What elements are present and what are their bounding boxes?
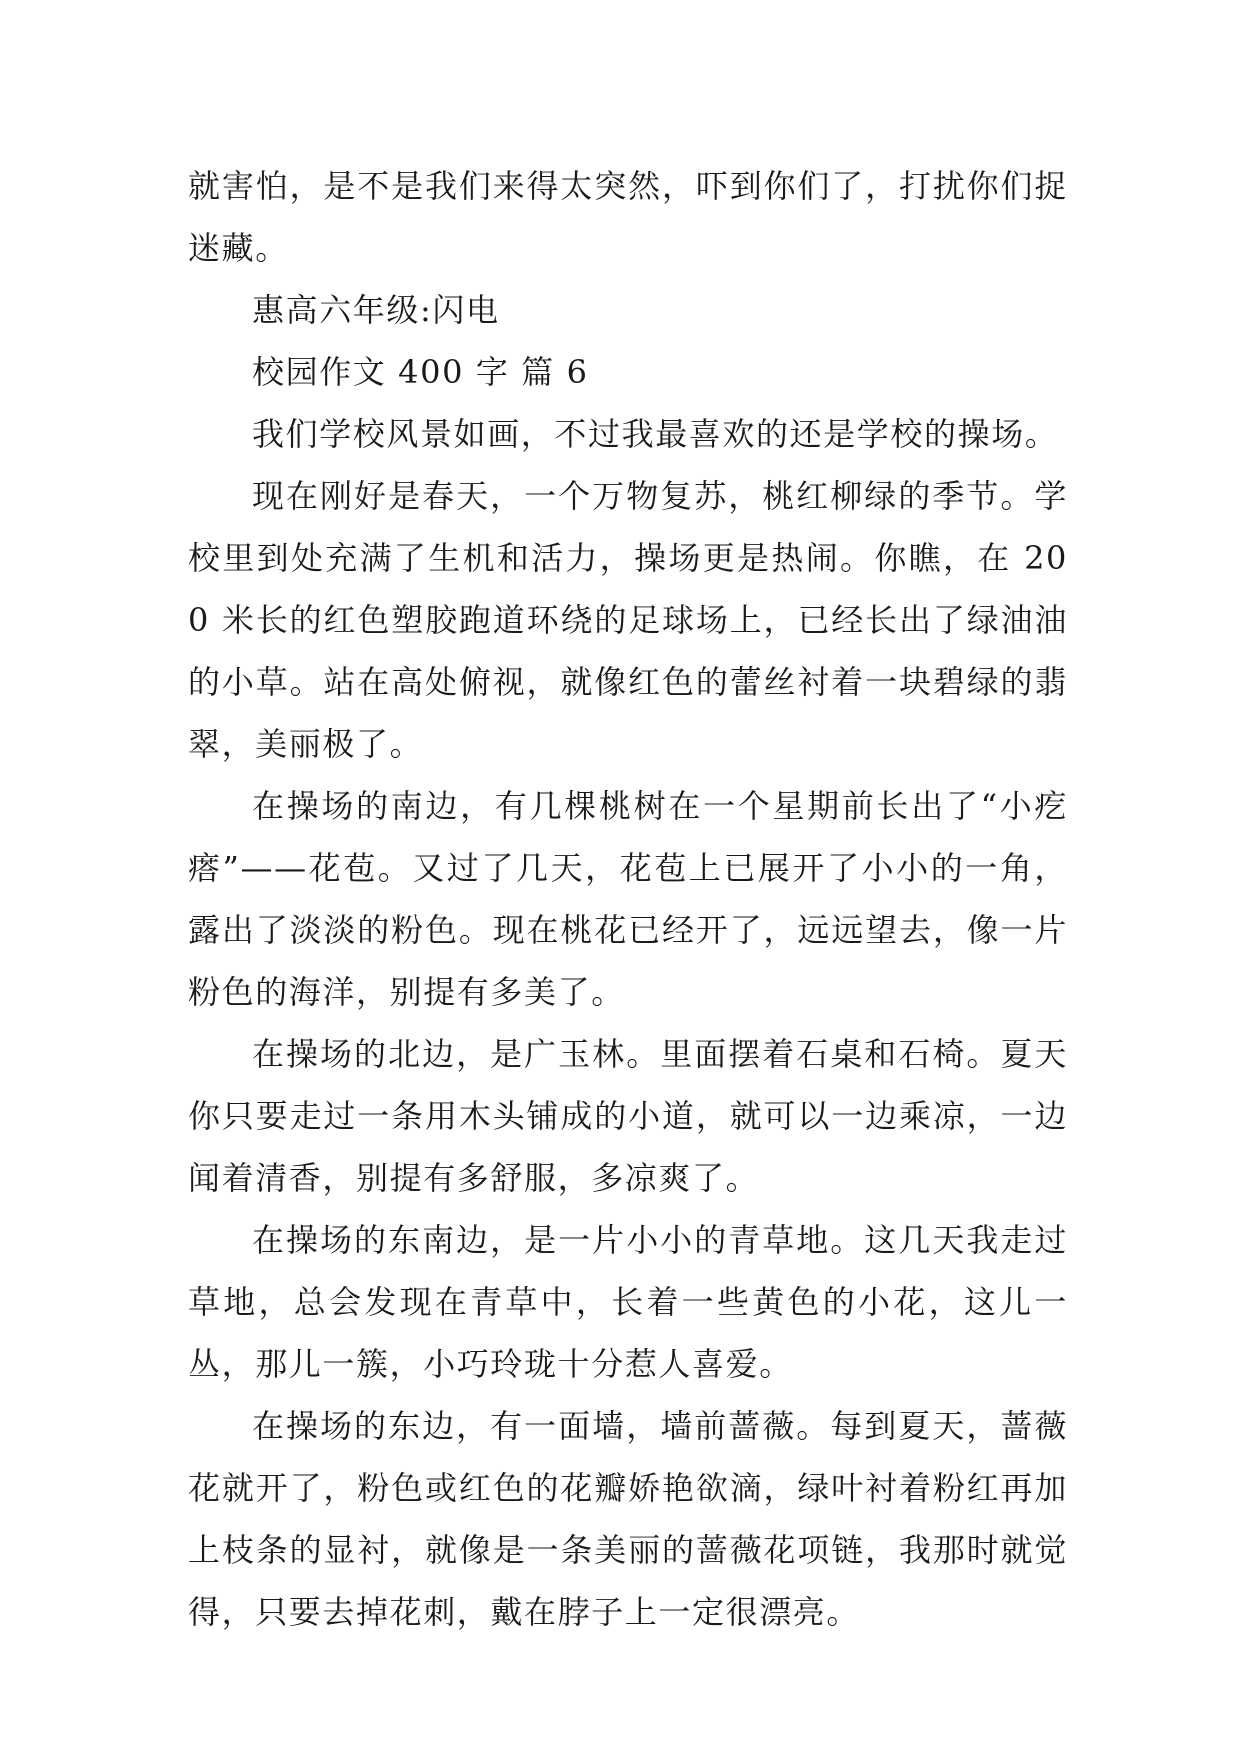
paragraph-spring: 现在刚好是春天，一个万物复苏，桃红柳绿的季节。学校里到处充满了生机和活力，操场更是热闹。你瞧，在 200 米长的红色塑胶跑道环绕的足球场上，已经长出了绿油油的小草。站在高处俯视，就像红色的蕾丝衬着一块碧绿的翡翠，美丽极了。 bbox=[188, 477, 1068, 763]
paragraph-east: 在操场的东边，有一面墙，墙前蔷薇。每到夏天，蔷薇花就开了，粉色或红色的花瓣娇艳欲滴，绿叶衬着粉红再加上枝条的显衬，就像是一条美丽的蔷薇花项链，我那时就觉得，只要去掉花刺，戴在脖子上一定很漂亮。 bbox=[188, 1407, 1068, 1631]
article-body bbox=[188, 155, 1068, 1643]
author-line: 惠高六年级:闪电 bbox=[252, 291, 500, 329]
paragraph-continuation: 就害怕，是不是我们来得太突然，吓到你们了，打扰你们捉迷藏。 bbox=[188, 167, 1068, 267]
paragraph-southeast: 在操场的东南边，是一片小小的青草地。这几天我走过草地，总会发现在青草中，长着一些黄色的小花，这儿一丛，那儿一簇，小巧玲珑十分惹人喜爱。 bbox=[188, 1221, 1068, 1383]
section-title: 校园作文 400 字 篇 6 bbox=[252, 353, 589, 391]
paragraph-north: 在操场的北边，是广玉林。里面摆着石桌和石椅。夏天你只要走过一条用木头铺成的小道，就可以一边乘凉，一边闻着清香，别提有多舒服，多凉爽了。 bbox=[188, 1035, 1068, 1197]
paragraph-south: 在操场的南边，有几棵桃树在一个星期前长出了“小疙瘩”——花苞。又过了几天，花苞上已展开了小小的一角，露出了淡淡的粉色。现在桃花已经开了，远远望去，像一片粉色的海洋，别提有多美了。 bbox=[188, 787, 1068, 1011]
paragraph-intro: 我们学校风景如画，不过我最喜欢的还是学校的操场。 bbox=[252, 415, 1059, 453]
